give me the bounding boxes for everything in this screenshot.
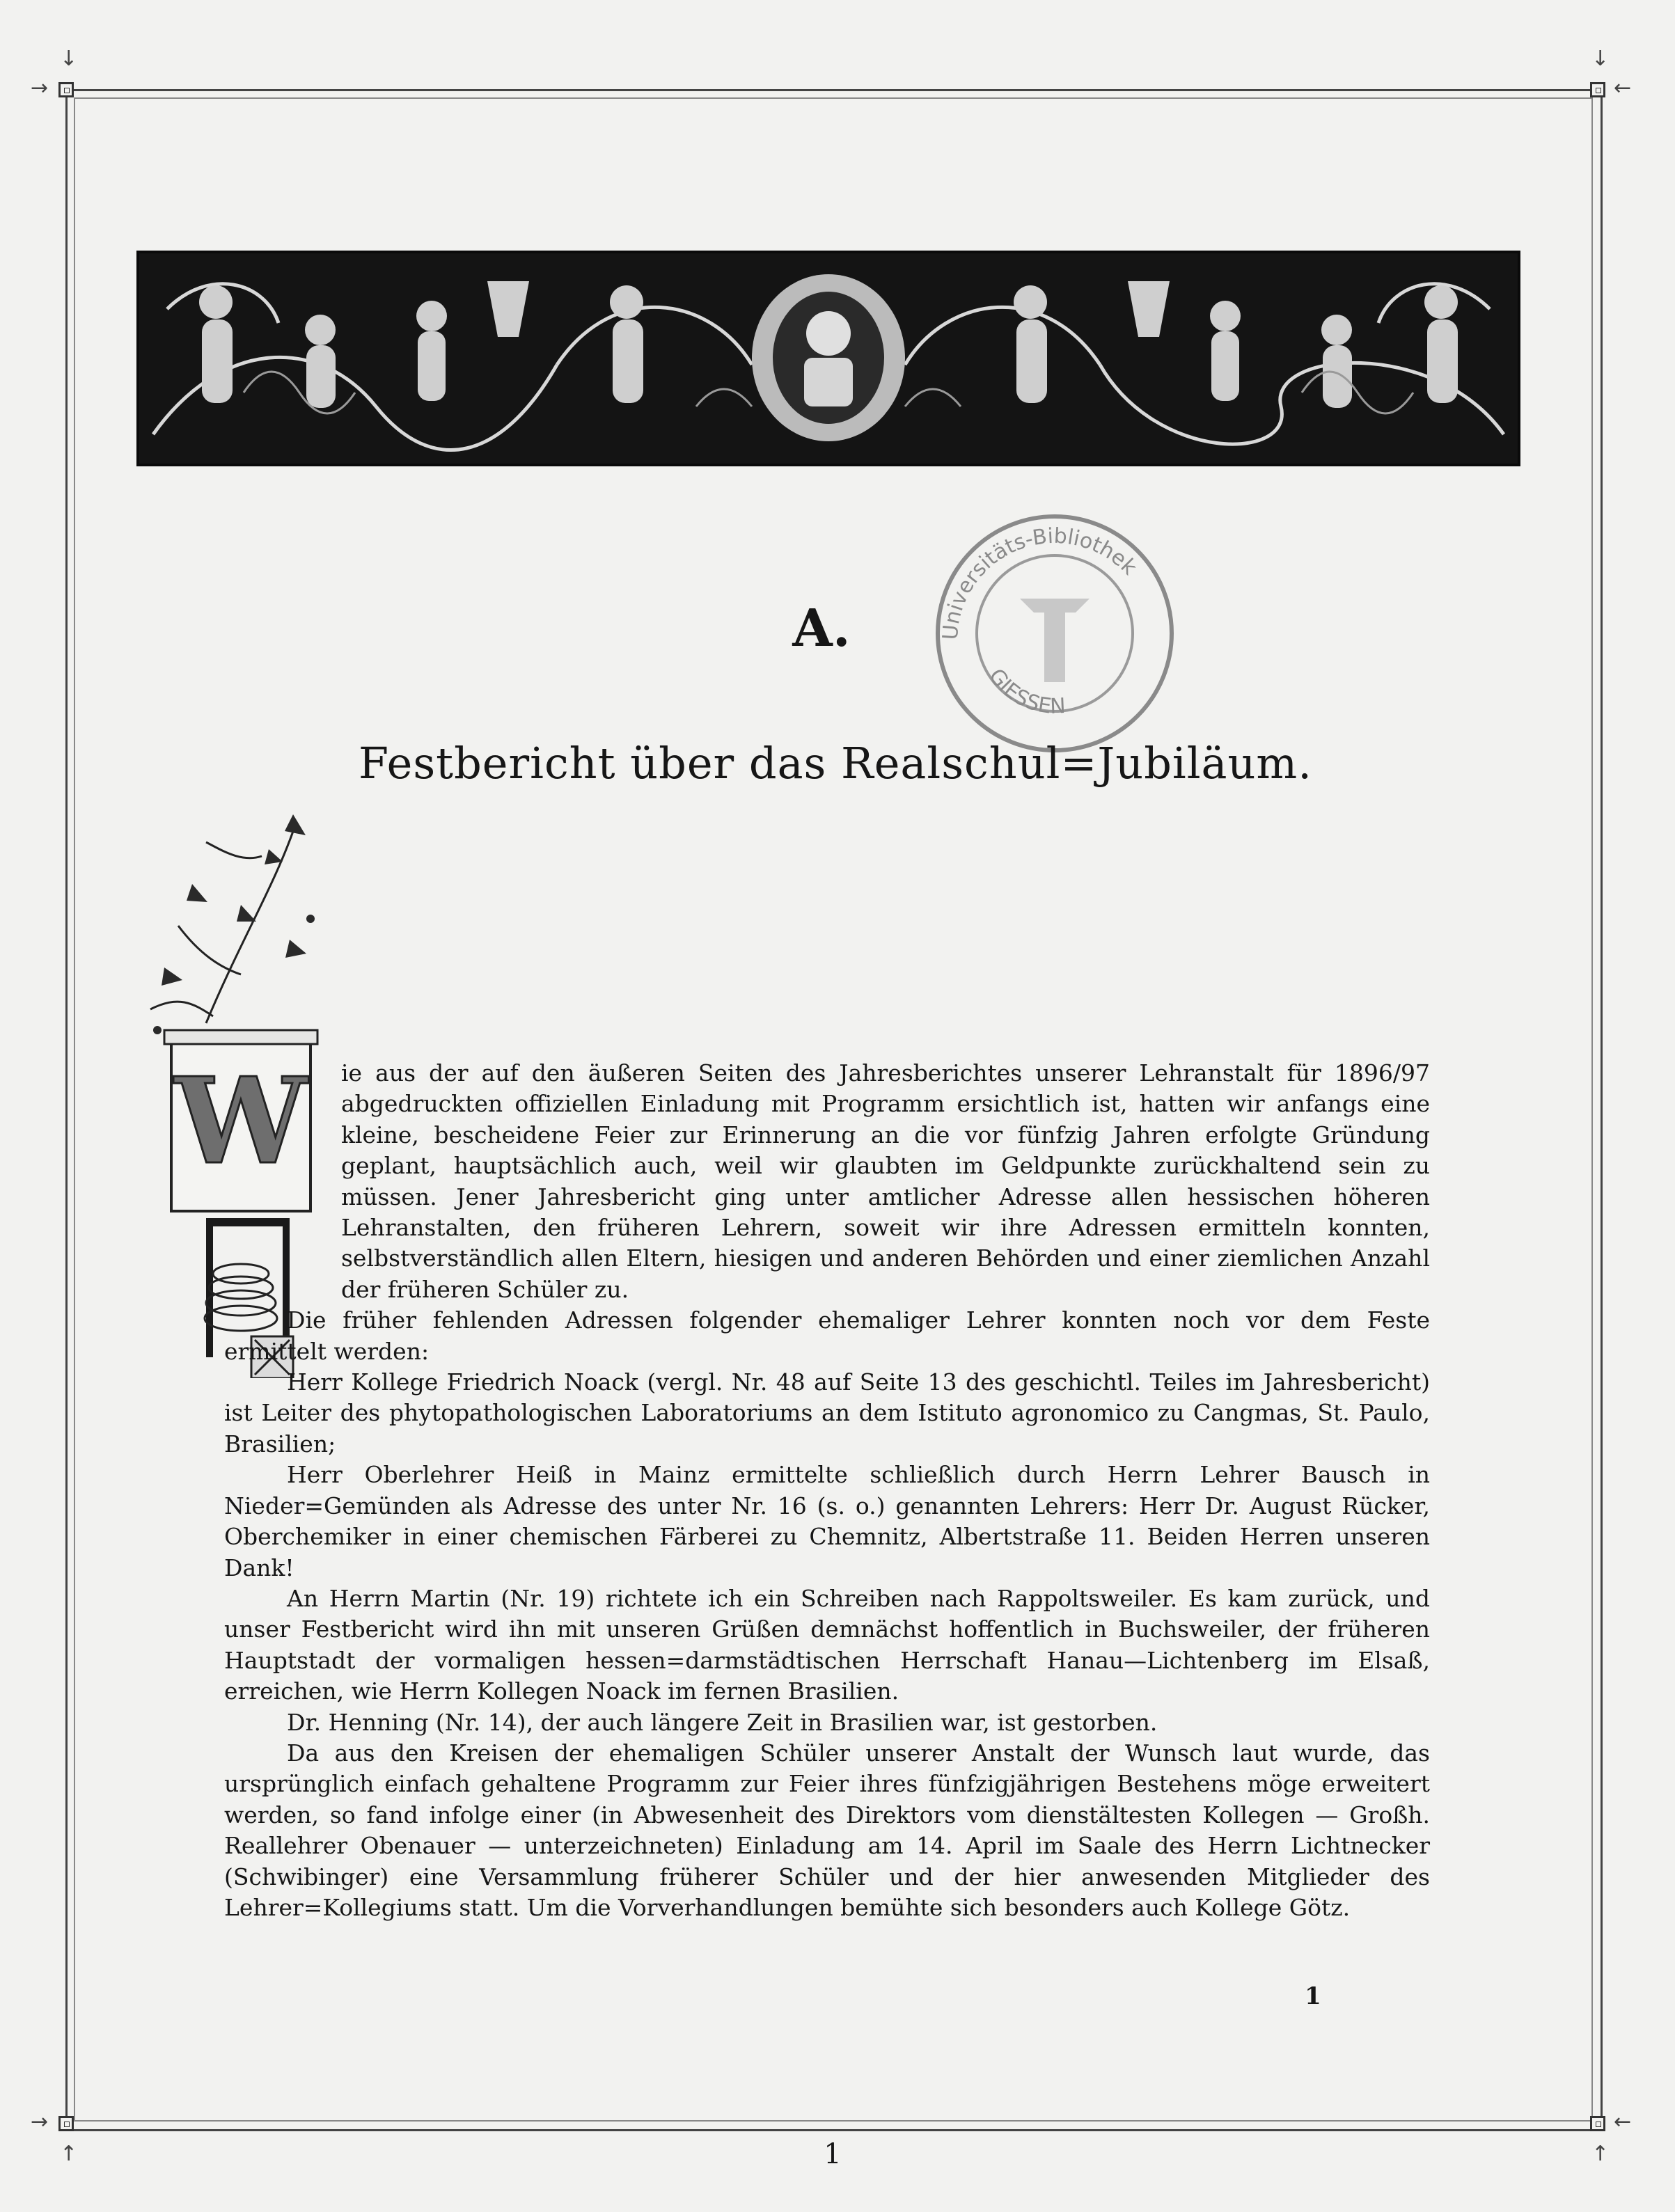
page-title: Festbericht über das Realschul=Jubiläum. <box>359 738 1312 789</box>
arrow-up-icon: ↑ <box>1591 2142 1610 2166</box>
library-stamp-icon <box>926 501 1183 759</box>
corner-ornament-icon <box>58 82 74 97</box>
corner-ornament-icon <box>1590 82 1605 97</box>
paragraph: Herr Oberlehrer Heiß in Mainz ermittelte schließlich durch Herrn Lehrer Bausch in Nieder=Gemünden als Adresse des unter Nr. 16 (s. o.) genannten Lehrers: Herr Dr. August Rücker, Oberchemiker in einer chemischen Färberei zu Chemnitz, Albertstraße 11. Beiden Herren unseren Dank! <box>224 1461 1430 1581</box>
paragraph: Die früher fehlenden Adressen folgender ehemaliger Lehrer konnten noch vor dem Feste ermittelt werden: <box>224 1306 1430 1365</box>
corner-ornament-icon <box>1590 2116 1605 2131</box>
paragraph: Da aus den Kreisen der ehemaligen Schüler unserer Anstalt der Wunsch laut wurde, das ursprünglich einfach gehaltene Programm zur Feier ihres fünfzigjährigen Bestehens möge erweitert werden, so fand infolge einer (in Abwesenheit des Direktors vom dienstältesten Kollegen — Großh. Reallehrer Obenauer — unterzeichneten) Einladung am 14. April im Saale des Herrn Lichtnecker (Schwibinger) eine Versammlung früherer Schüler und der hier anwesenden Mitglieder des Lehrer=Kollegiums statt. Um die Vorverhandlungen bemühte sich besonders auch Kollege Götz. <box>224 1739 1430 1921</box>
paragraph: An Herrn Martin (Nr. 19) richtete ich ein Schreiben nach Rappoltsweiler. Es kam zurück, und unser Festbericht wird ihn mit unseren Grüßen demnächst hoffentlich in Buchsweiler, der früheren Hauptstadt der vormaligen hessen=darmstädtischen Herrschaft Hanau—Lichtenberg im Elsaß, erreichen, wie Herrn Kollegen Noack im fernen Brasilien. <box>224 1584 1430 1705</box>
arrow-right-icon: → <box>31 76 49 100</box>
arrow-down-icon: ↓ <box>60 47 78 71</box>
svg-text:Universitäts-Bibliothek <box>938 524 1142 641</box>
paragraph: Herr Kollege Friedrich Noack (vergl. Nr. 48 auf Seite 13 des geschichtl. Teiles im Jahresbericht) ist Leiter des phytopathologischen Laboratoriums an dem Istituto agronomico zu Cangmas, St. Paulo, Brasilien; <box>224 1368 1430 1457</box>
page-number: 1 <box>824 2138 842 2170</box>
article-body <box>224 1058 1430 1923</box>
arrow-right-icon: → <box>31 2110 49 2134</box>
ornamental-banner-icon <box>136 251 1520 466</box>
arrow-up-icon: ↑ <box>60 2142 78 2166</box>
section-heading: A. <box>792 599 851 658</box>
arrow-left-icon: ← <box>1614 2110 1632 2134</box>
signature-number: 1 <box>1305 1982 1321 2010</box>
initial-letter: W <box>174 1052 308 1191</box>
paragraph: ie aus der auf den äußeren Seiten des Jahresberichtes unserer Lehranstalt für 1896/97 abgedruckten offiziellen Einladung mit Programm ersichtlich ist, hatten wir anfangs eine kleine, bescheidene Feier zur Erinnerung an die vor fünfzig Jahren erfolgte Gründung geplant, hauptsächlich auch, weil wir glaubten im Geldpunkte zurückhaltend sein zu müssen. Jener Jahresbericht ging unter amtlicher Adresse allen hessischen höheren Lehranstalten, den früheren Lehrern, soweit wir ihre Adressen ermitteln konnten, selbstverständlich allen Eltern, hiesigen und anderen Behörden und einer ziemlichen Anzahl der früheren Schüler zu. <box>341 1059 1430 1303</box>
corner-ornament-icon <box>58 2116 74 2131</box>
arrow-left-icon: ← <box>1614 76 1632 100</box>
stamp-lower-text: GIESSEN <box>984 664 1067 719</box>
stamp-upper-text: Universitäts-Bibliothek <box>938 523 1142 641</box>
paragraph: Dr. Henning (Nr. 14), der auch längere Zeit in Brasilien war, ist gestorben. <box>287 1708 1158 1736</box>
arrow-down-icon: ↓ <box>1591 47 1610 71</box>
